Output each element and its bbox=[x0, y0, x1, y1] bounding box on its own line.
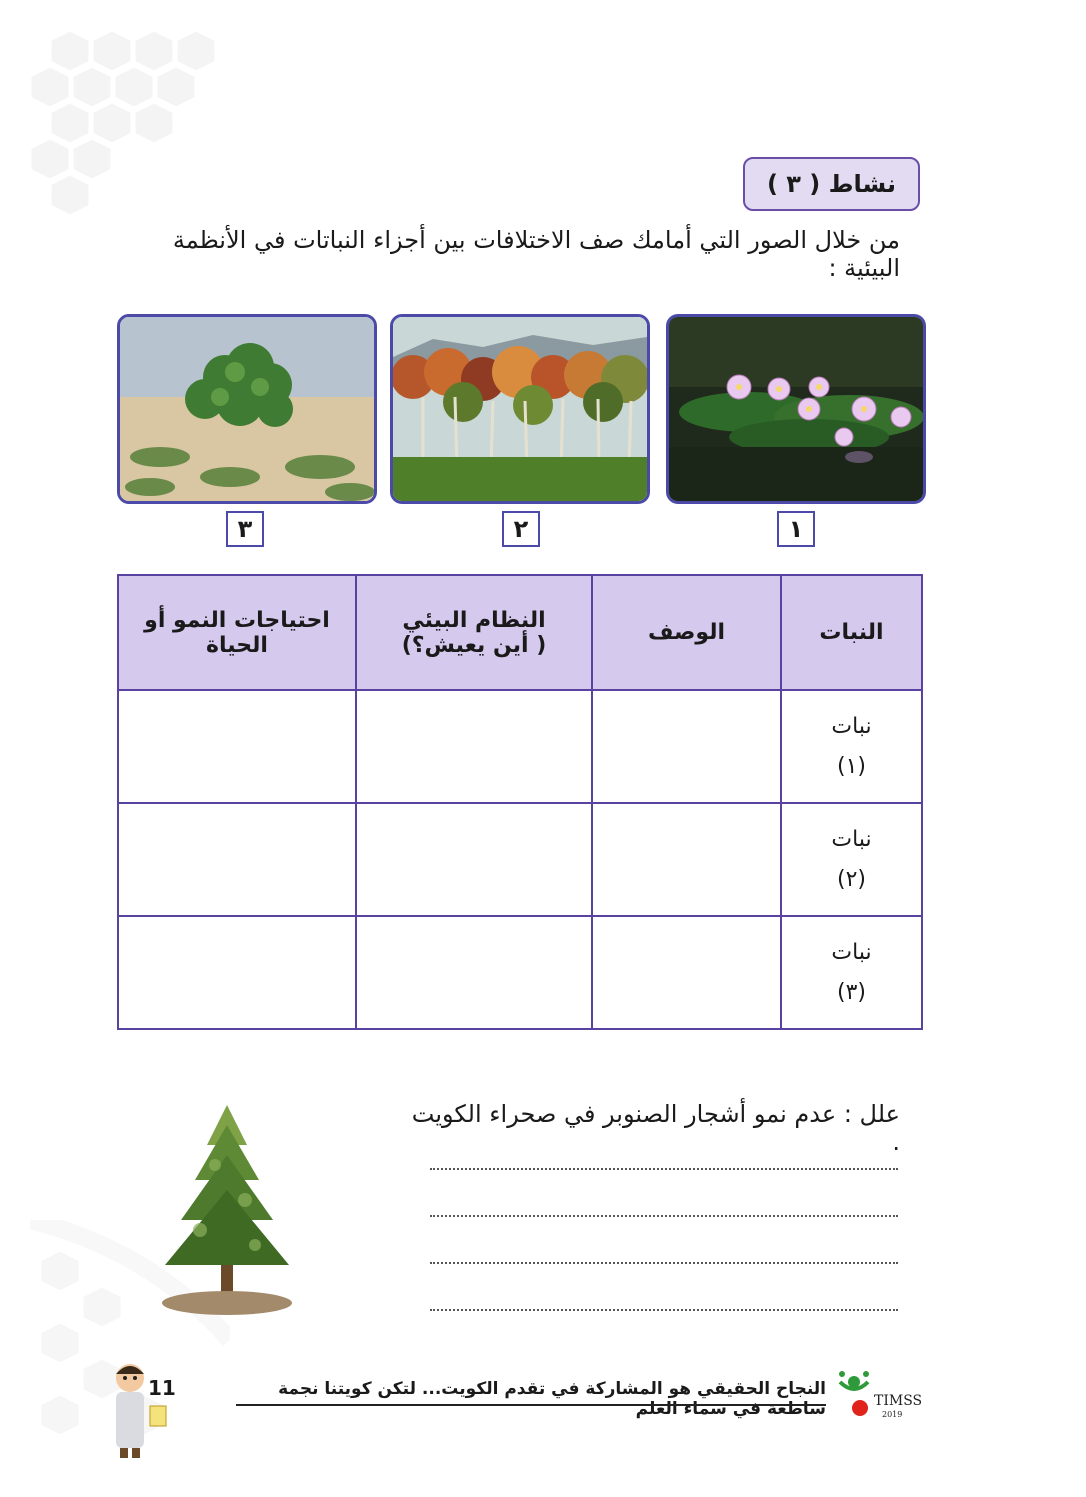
pine-tree-illustration bbox=[155, 1105, 300, 1320]
plant-number: (٣) bbox=[836, 979, 866, 1005]
plant-label: نبات bbox=[831, 713, 872, 739]
answer-line-4[interactable] bbox=[430, 1307, 898, 1311]
instruction-text: من خلال الصور التي أمامك صف الاختلافات بين أجزاء النباتات في الأنظمة البيئية : bbox=[172, 226, 900, 282]
footer-divider bbox=[236, 1404, 826, 1406]
table-row bbox=[118, 916, 922, 1029]
description-cell[interactable] bbox=[592, 916, 781, 1029]
needs-cell[interactable] bbox=[118, 803, 356, 916]
answer-line-3[interactable] bbox=[430, 1260, 898, 1264]
header-ecosystem-line2: ( أين يعيش؟) bbox=[401, 632, 547, 658]
activity-title: نشاط ( ٣ ) bbox=[743, 157, 920, 211]
header-plant: النبات bbox=[781, 575, 922, 690]
header-needs: احتياجات النمو أو الحياة bbox=[118, 575, 356, 690]
page-number: 11 bbox=[148, 1376, 176, 1400]
plant-cell bbox=[781, 916, 922, 1029]
ecosystem-cell[interactable] bbox=[356, 690, 592, 803]
question-text: علل : عدم نمو أشجار الصنوبر في صحراء الكويت . bbox=[411, 1100, 900, 1156]
plant-label: نبات bbox=[831, 826, 872, 852]
ecosystem-table bbox=[117, 574, 923, 1030]
plant-number: (٢) bbox=[836, 866, 866, 892]
desert-shrub-photo bbox=[117, 314, 377, 504]
hexagon-pattern-decoration bbox=[30, 30, 250, 240]
plant-cell bbox=[781, 803, 922, 916]
description-cell[interactable] bbox=[592, 803, 781, 916]
timss-logo-year: 2019 bbox=[882, 1410, 903, 1419]
needs-cell[interactable] bbox=[118, 916, 356, 1029]
header-ecosystem bbox=[356, 575, 592, 690]
header-ecosystem-line1: النظام البيئي bbox=[402, 607, 546, 633]
photo-number-3: ٣ bbox=[226, 511, 264, 547]
plant-number: (١) bbox=[836, 753, 866, 779]
header-description: الوصف bbox=[592, 575, 781, 690]
footer-slogan: النجاح الحقيقي هو المشاركة في تقدم الكويت... لتكن كويتنا نجمة ساطعة في سماء العلم bbox=[278, 1379, 826, 1419]
forest-photo bbox=[390, 314, 650, 504]
answer-line-2[interactable] bbox=[430, 1213, 898, 1217]
answer-line-1[interactable] bbox=[430, 1166, 898, 1170]
table-row bbox=[118, 690, 922, 803]
table-header-row bbox=[118, 575, 922, 690]
needs-cell[interactable] bbox=[118, 690, 356, 803]
ecosystem-cell[interactable] bbox=[356, 803, 592, 916]
plant-cell bbox=[781, 690, 922, 803]
photo-number-1: ١ bbox=[777, 511, 815, 547]
photo-number-2: ٢ bbox=[502, 511, 540, 547]
plant-label: نبات bbox=[831, 939, 872, 965]
timss-logo-text: TIMSS bbox=[874, 1393, 923, 1409]
water-lily-photo bbox=[666, 314, 926, 504]
table-row bbox=[118, 803, 922, 916]
student-mascot-icon bbox=[108, 1360, 180, 1460]
description-cell[interactable] bbox=[592, 690, 781, 803]
ecosystem-cell[interactable] bbox=[356, 916, 592, 1029]
